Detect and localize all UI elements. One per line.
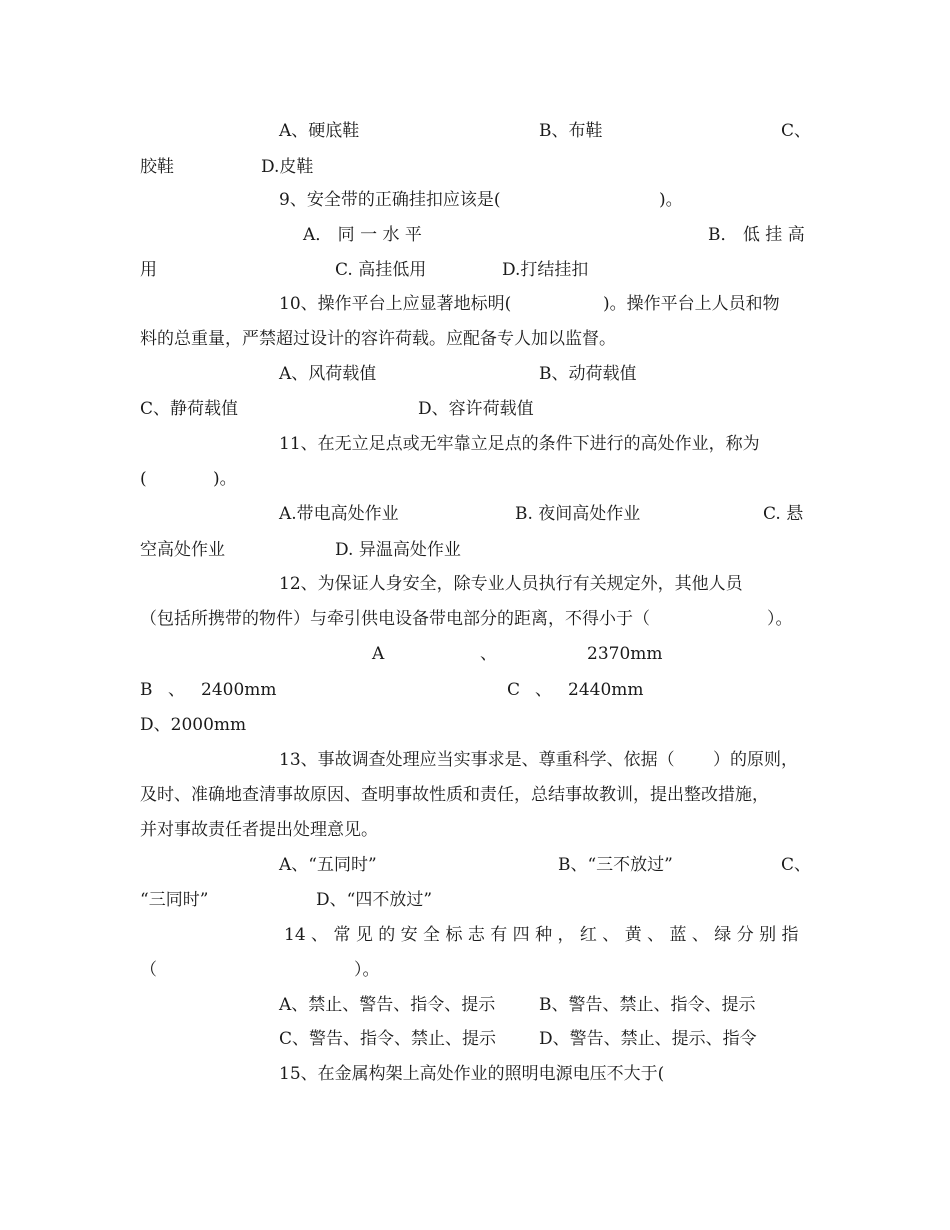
option-14b: B、警告、禁止、指令、提示: [539, 995, 756, 1015]
question-9-close: )。: [659, 190, 683, 210]
option-11c-prefix: C. 悬: [763, 504, 804, 524]
question-14: 14 、 常 见 的 安 全 标 志 有 四 种 ， 红 、 黄 、 蓝 、 绿 分 别 指: [284, 925, 799, 945]
question-10: 10、操作平台上应显著地标明(: [279, 294, 512, 314]
option-14c: C、警告、指令、禁止、提示: [279, 1029, 497, 1049]
option-13a: A、“五同时”: [279, 855, 377, 875]
option-10b: B、动荷载值: [539, 364, 637, 384]
option-9d: D.打结挂扣: [502, 260, 589, 280]
option-8c-prefix: C、: [781, 121, 812, 141]
option-13c-text: “三同时”: [140, 890, 209, 910]
question-12-line2: （包括所携带的物件）与牵引供电设备带电部分的距离，不得小于（: [140, 609, 650, 629]
question-10-cont: )。操作平台上人员和物: [603, 294, 780, 314]
option-11c-text: 空高处作业: [140, 540, 225, 560]
question-15: 15、在金属构架上高处作业的照明电源电压不大于(: [279, 1064, 665, 1084]
option-13d: D、“四不放过”: [316, 890, 433, 910]
option-12c-letter: C: [507, 680, 521, 700]
question-9: 9、安全带的正确挂扣应该是(: [279, 190, 501, 210]
option-11d: D. 异温高处作业: [335, 540, 461, 560]
option-12b-letter: B: [140, 680, 153, 700]
question-11-paren-open: (: [140, 469, 147, 489]
option-13c-prefix: C、: [781, 855, 812, 875]
option-12a-letter: A: [372, 644, 385, 664]
option-12a-sep: 、: [480, 644, 497, 664]
option-10c: C、静荷载值: [140, 399, 239, 419]
question-12: 12、为保证人身安全，除专业人员执行有关规定外，其他人员: [279, 574, 743, 594]
question-14-paren-close: ）。: [354, 960, 380, 980]
option-8c-text: 胶鞋: [140, 157, 174, 177]
option-12b-value: 2400mm: [201, 680, 277, 700]
option-10a: A、风荷载值: [279, 364, 377, 384]
option-8d: D.皮鞋: [261, 157, 314, 177]
question-14-paren-open: （: [140, 960, 157, 980]
option-14d: D、警告、禁止、提示、指令: [539, 1029, 757, 1049]
question-11: 11、在无立足点或无牢靠立足点的条件下进行的高处作业，称为: [279, 434, 760, 454]
option-9c: C. 高挂低用: [335, 260, 427, 280]
question-10-line2: 料的总重量，严禁超过设计的容许荷载。应配备专人加以监督。: [140, 329, 616, 349]
question-11-paren-close: )。: [213, 469, 237, 489]
option-14a: A、禁止、警告、指令、提示: [279, 995, 496, 1015]
option-12c-value: 2440mm: [568, 680, 644, 700]
question-13-cont: ）的原则，: [713, 750, 798, 770]
option-12d: D、2000mm: [140, 715, 247, 735]
question-13: 13、事故调查处理应当实事求是、尊重科学、依据（: [279, 750, 675, 770]
question-13-line3: 并对事故责任者提出处理意见。: [140, 820, 378, 840]
option-11a: A.带电高处作业: [279, 504, 399, 524]
option-10d: D、容许荷载值: [418, 399, 534, 419]
option-11b: B. 夜间高处作业: [515, 504, 641, 524]
option-8a: A、硬底鞋: [279, 121, 360, 141]
option-9a: A． 同 一 水 平: [303, 225, 422, 245]
question-13-line2: 及时、准确地查清事故原因、查明事故性质和责任，总结事故教训，提出整改措施，: [140, 785, 769, 805]
option-9b: B． 低 挂 高: [708, 225, 805, 245]
option-8b: B、布鞋: [539, 121, 603, 141]
option-13b: B、“三不放过”: [558, 855, 673, 875]
option-12c-sep: 、: [535, 680, 552, 700]
option-12b-sep: 、: [168, 680, 185, 700]
option-9b-cont: 用: [140, 260, 157, 280]
question-12-close: ）。: [767, 609, 793, 629]
option-12a-value: 2370mm: [587, 644, 663, 664]
